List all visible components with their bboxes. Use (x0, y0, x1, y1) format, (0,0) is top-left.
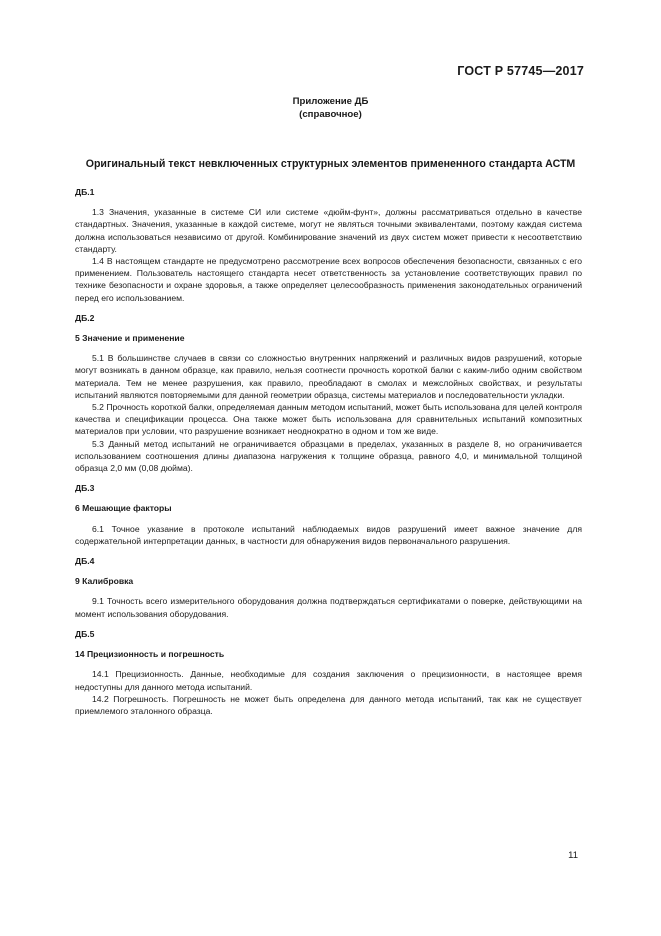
document-body (75, 186, 582, 725)
paragraph: 5.1 В большинстве случаев в связи со сложностью внутренних напряжений и различных видов разрушений, которые могут возникать в данном образце, как правило, нельзя соотнести прочность короткой балки с каким-либо одним свойством материала. Тем не менее разрушения, как правило, преобладают в смолах и межслойных свойствах, и результаты испытаний являются повторяемыми для данной геометрии образца, системы материалов и последовательности укладки. (75, 353, 582, 400)
page-number: 11 (568, 850, 578, 861)
paragraph: 1.3 Значения, указанные в системе СИ или системе «дюйм-фунт», должны рассматриваться отдельно в качестве стандартных. Значения, указанные в каждой системе, могут не являться точными эквивалентами, поэтому каждая система должна использоваться независимо от другой. Комбинирование значений из двух систем может привести к несоответствию стандарту. (75, 207, 582, 254)
section-heading: 14 Прецизионность и погрешность (75, 649, 225, 660)
paragraph: 5.2 Прочность короткой балки, определяемая данным методом испытаний, может быть использована для целей контроля качества и спецификации процесса. Она также может быть использована для сравнительных испытаний композитных материалов при условии, что разрушение возникает неоднократно в одном и том же виде. (75, 402, 582, 437)
appendix-label: Приложение ДБ (292, 96, 369, 107)
paragraph: 9.1 Точность всего измерительного оборудования должна подтверждаться сертификатами о поверке, действующими на момент использования оборудования. (75, 596, 582, 619)
section-heading: 5 Значение и применение (75, 333, 185, 344)
paragraph: 14.1 Прецизионность. Данные, необходимые для создания заключения о прецизионности, в настоящее время недоступны для данного метода испытаний. (75, 669, 582, 692)
section-paragraphs (75, 668, 582, 717)
paragraph: 14.2 Погрешность. Погрешность не может быть определена для данного метода испытаний, так как не существует приемлемого эталонного образца. (75, 693, 582, 716)
section-paragraphs (75, 595, 582, 619)
section-paragraphs (75, 206, 582, 304)
paragraph: 5.3 Данный метод испытаний не ограничивается образцами в пределах, указанных в разделе 8, но ограничивается использованием соотношения длины диапазона нагружения к толщине образца, равного 4,0, и минимальной толщиной образца 2,0 мм (0,08 дюйма). (75, 438, 582, 474)
section-paragraphs (75, 523, 582, 547)
paragraph: 6.1 Точное указание в протоколе испытаний наблюдаемых видов разрушений имеет важное значение для содержательной интерпретации данных, в частности для обнаружения видов первоначального разрушения. (75, 523, 582, 546)
appendix-kind: (справочное) (299, 109, 362, 120)
section-id: ДБ.3 (75, 483, 95, 494)
section-paragraphs (75, 352, 582, 474)
section-id: ДБ.2 (75, 312, 95, 323)
section-id: ДБ.5 (75, 628, 95, 639)
section-id: ДБ.4 (75, 556, 95, 567)
section-id: ДБ.1 (75, 187, 95, 197)
section-heading: 9 Калибровка (75, 576, 134, 587)
paragraph: 1.4 В настоящем стандарте не предусмотрено рассмотрение всех вопросов обеспечения безопасности, связанных с его применением. Пользователь настоящего стандарта несет ответственность за установление соответствующих правил по технике безопасности и охране здоровья, а также определяет целесообразность применения законодательных ограничений перед его использованием. (75, 256, 582, 303)
section-heading: 6 Мешающие факторы (75, 503, 172, 514)
document-title: Оригинальный текст невключенных структурных элементов примененного стандарта АСТМ (85, 158, 576, 170)
standard-id: ГОСТ Р 57745—2017 (457, 64, 584, 78)
appendix-header (0, 95, 661, 121)
